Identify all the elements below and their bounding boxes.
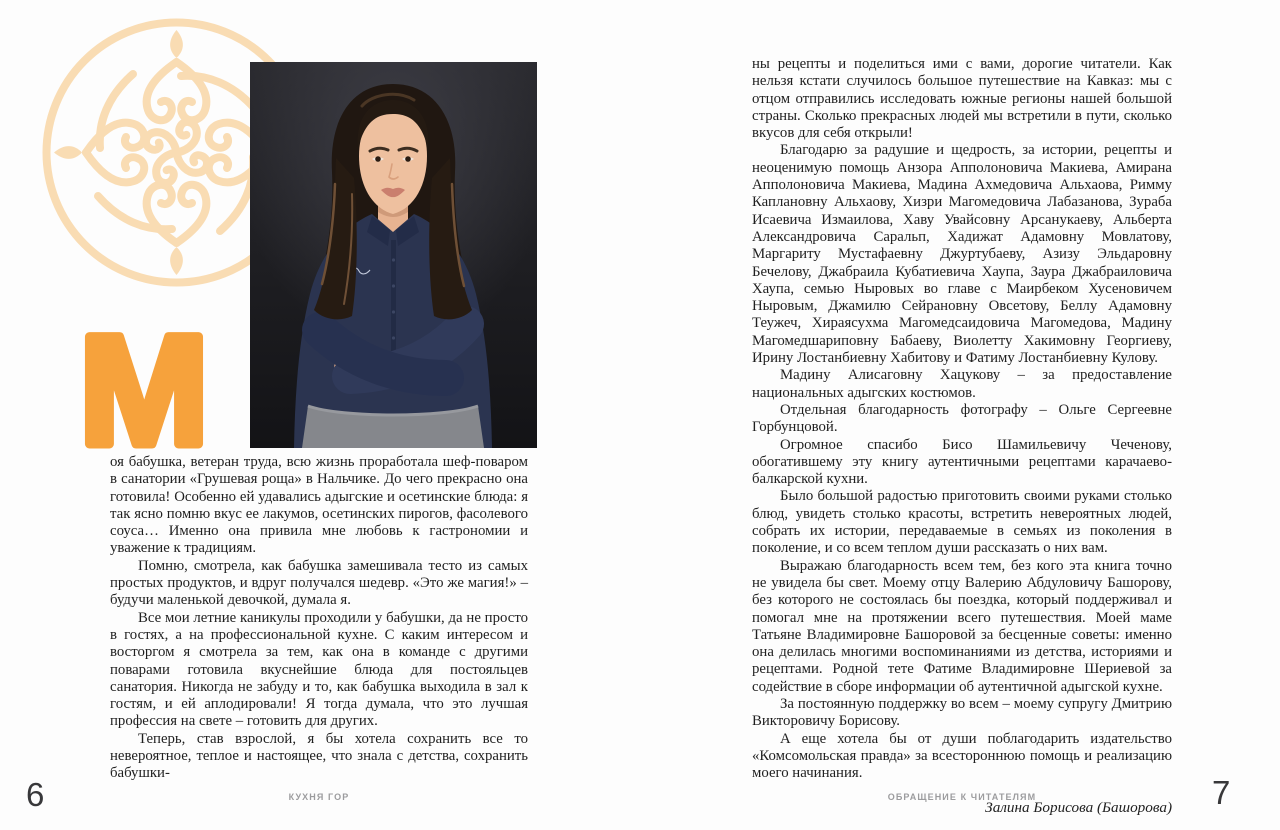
paragraph: оя бабушка, ветеран труда, всю жизнь проработала шеф-поваром в санатории «Грушевая роща» в Нальчике. До чего прекрасно она готовила! Особенно ей удавались адыгские и осетинские блюда: я так ясно помню вкус ее лакумов, осетинских пирогов, фасолевого соуса… Именно она привила мне любовь к гастрономии и уважение к традициям. xyxy=(110,454,528,557)
paragraph: Огромное спасибо Бисо Шамильевичу Чеченову, обогатившему эту книгу аутентичными рецептами карачаево-балкарской кухни. xyxy=(752,436,1172,488)
paragraph: Теперь, став взрослой, я бы хотела сохранить все то невероятное, теплое и настоящее, что знала с детства, сохранить бабушки- xyxy=(110,730,528,782)
paragraph: ны рецепты и поделиться ими с вами, дорогие читатели. Как нельзя кстати случилось большое путешествие на Кавказ: мы с отцом отправились исследовать южные регионы нашей большой страны. Сколько прекрасных людей мы встретили в пути, сколько вкусов для себя открыли! xyxy=(752,56,1172,142)
paragraph: Мадину Алисаговну Хацукову – за предоставление национальных адыгских костюмов. xyxy=(752,367,1172,401)
body-text-right xyxy=(752,56,1172,817)
paragraph: Выражаю благодарность всем тем, без кого эта книга точно не увидела бы свет. Моему отцу Валерию Абдуловичу Башорову, без которого не состоялась бы поездка, который поддерживал и помогал мне на протяжении всего путешествия. Моей маме Татьяне Владимировне Башоровой за бесценные советы: именно она делилась многими воспоминаниями из детства, историями и рецептами. Родной тете Фатиме Владимировне Шериевой за содействие в сборе информации об аутентичной адыгской кухне. xyxy=(752,557,1172,695)
paragraph: Отдельная благодарность фотографу – Ольге Сергеевне Горбунцовой. xyxy=(752,401,1172,436)
drop-cap-letter xyxy=(70,304,218,478)
drop-cap-text: М xyxy=(79,304,209,478)
paragraph: А еще хотела бы от души поблагодарить издательство «Комсомольская правда» за всестороннюю помощь и реализацию моего начинания. xyxy=(752,730,1172,782)
chef-portrait-photo xyxy=(250,62,537,448)
author-signature: Залина Борисова (Башорова) xyxy=(985,799,1172,817)
body-text-left xyxy=(110,454,528,783)
paragraph: Благодарю за радушие и щедрость, за истории, рецепты и неоценимую помощь Анзора Апполоновича Макиева, Амирана Апполоновича Макиева, Мадина Ахмедовича Альхаова, Римму Каплановну Альхаову, Хизри Магомедовича Лабазанова, Зураба Исаевича Измаилова, Хаву Увайсовну Арсанукаеву, Альберта Александровича Саральп, Хадижат Адамовну Мовлатову, Маргариту Мустафаевну Джуртубаеву, Азизу Эльдаровну Бечелову, Джабраила Кубатиевича Хаупа, Заура Джабраиловича Хаупа, семью Ныровых во главе с Маирбеком Хусеновичем Ныровым, Джамилю Сейрановну Овсетову, Беллу Адамовну Теужеч, Хираясухма Магомедсаидовича Магомедова, Мадину Магомедшариповну Бабаеву, Виолетту Хакимовну Георгиеву, Ирину Лостанбиевну Хабитову и Фатиму Лостанбиевну Кулову. xyxy=(752,142,1172,367)
running-title-left: КУХНЯ ГОР xyxy=(288,792,350,802)
running-title-right: ОБРАЩЕНИЕ К ЧИТАТЕЛЯМ xyxy=(887,792,1037,802)
paragraph: Все мои летние каникулы проходили у бабушки, да не просто в гостях, а на профессиональной кухне. С каким интересом и восторгом я смотрела за тем, как она в команде с другими поварами готовила вкуснейшие блюда для постояльцев санатория. Никогда не забуду и то, как бабушка выходила в зал к гостям, и ей аплодировали! Я тогда думала, что это лучшая профессия на свете – готовить для других. xyxy=(110,609,528,730)
page-number-right: 7 xyxy=(1212,774,1231,811)
paragraph: За постоянную поддержку во всем – моему супругу Дмитрию Викторовичу Борисову. xyxy=(752,695,1172,730)
paragraph: Помню, смотрела, как бабушка замешивала тесто из самых простых продуктов, и вдруг получался шедевр. «Это же магия!» – будучи маленькой девочкой, думала я. xyxy=(110,557,528,609)
paragraph: Было большой радостью приготовить своими руками столько блюд, увидеть столько красоты, встретить невероятных людей, собрать их истории, передаваемые в семьях из поколения в поколение, и со всем теплом души рассказать о них вам. xyxy=(752,488,1172,557)
page-number-left: 6 xyxy=(26,776,45,813)
